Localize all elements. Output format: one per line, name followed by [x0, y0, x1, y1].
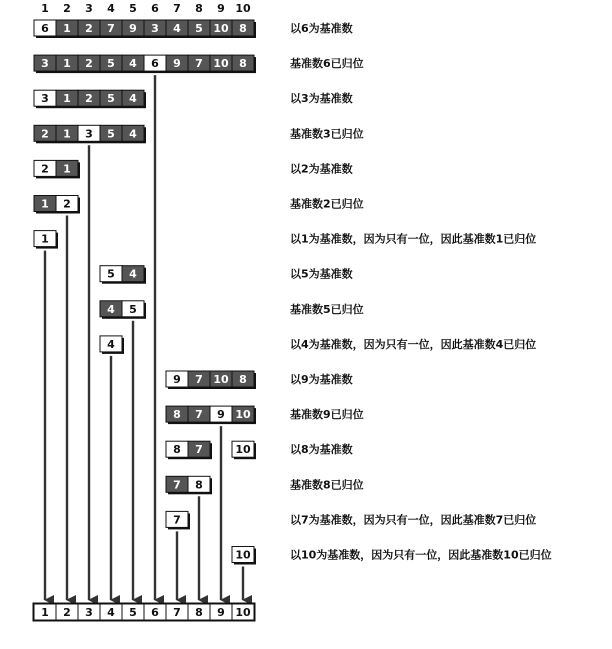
cell-value: 1: [63, 127, 71, 141]
cell-value: 5: [195, 22, 203, 35]
array-cell: [78, 20, 102, 38]
cell-value: 2: [41, 162, 49, 176]
step-row: [100, 266, 353, 284]
column-number: 5: [129, 2, 137, 15]
array-cell: [188, 441, 212, 459]
cell-value: 5: [129, 302, 137, 316]
array-cell: [34, 125, 58, 143]
step-label: 以5为基准数: [290, 267, 353, 281]
cell-value: 5: [107, 57, 115, 71]
column-number: 3: [85, 2, 93, 15]
array-cell: [122, 266, 146, 284]
cell-value: 10: [213, 57, 229, 71]
step-row: [166, 441, 353, 459]
cell-value: 4: [129, 92, 137, 106]
cell-value: 1: [63, 22, 71, 35]
array-cell: [56, 160, 80, 178]
column-number: 10: [235, 2, 251, 15]
cell-value: 1: [41, 197, 49, 211]
column-header: [41, 2, 251, 15]
cell-value: 9: [173, 57, 181, 71]
column-number: 2: [63, 2, 71, 15]
cell-value: 7: [195, 443, 203, 457]
cell-value: 10: [213, 22, 229, 35]
result-cell: [100, 604, 122, 620]
step-label: 以2为基准数: [290, 162, 353, 176]
array-cell: [232, 20, 256, 38]
cell-value: 7: [107, 22, 115, 35]
step-row: [166, 371, 353, 389]
array-cell: [34, 90, 58, 108]
array-cell: [210, 55, 234, 73]
result-cell: [78, 604, 100, 620]
result-cell: [56, 604, 78, 620]
step-label: 基准数8已归位: [290, 478, 364, 492]
array-cell: [232, 55, 256, 73]
array-cell: [56, 90, 80, 108]
step-label: 以7为基准数，因为只有一位，因此基准数7已归位: [290, 513, 537, 527]
cell-value: 7: [195, 373, 203, 386]
column-number: 8: [195, 2, 203, 15]
cell-value: 5: [107, 267, 115, 281]
cell-value: 4: [129, 127, 137, 141]
step-row: [100, 301, 364, 319]
cell-value: 8: [239, 373, 247, 386]
step-label: 基准数5已归位: [290, 302, 364, 316]
array-cell: [232, 441, 256, 459]
column-number: 9: [217, 2, 225, 15]
array-cell: [122, 20, 146, 38]
array-cell: [56, 20, 80, 38]
cell-value: 2: [85, 92, 93, 106]
cell-value: 2: [85, 57, 93, 71]
array-cell: [188, 20, 212, 38]
cell-value: 10: [213, 373, 229, 386]
cell-value: 4: [173, 22, 181, 35]
cell-value: 1: [41, 232, 49, 246]
cell-value: 5: [107, 127, 115, 141]
array-cell: [166, 55, 190, 73]
cell-value: 2: [85, 22, 93, 35]
array-cell: [188, 476, 212, 494]
cell-value: 8: [173, 443, 181, 457]
cell-value: 8: [195, 478, 203, 492]
step-label: 以8为基准数: [290, 443, 353, 457]
result-row: [33, 603, 255, 621]
array-cell: [122, 301, 146, 319]
step-label: 以1为基准数，因为只有一位，因此基准数1已归位: [290, 232, 537, 246]
result-value: 3: [85, 606, 93, 619]
array-cell: [232, 547, 256, 565]
cell-value: 8: [239, 22, 247, 35]
column-number: 7: [173, 2, 181, 15]
array-cell: [188, 406, 212, 424]
cell-value: 3: [85, 127, 93, 141]
array-cell: [232, 371, 256, 389]
step-label: 以4为基准数，因为只有一位，因此基准数4已归位: [290, 337, 537, 351]
array-cell: [210, 20, 234, 38]
array-cell: [78, 55, 102, 73]
cell-value: 7: [173, 513, 181, 527]
step-label: 以3为基准数: [290, 92, 353, 106]
array-cell: [122, 55, 146, 73]
cell-value: 8: [173, 408, 181, 422]
cell-value: 1: [63, 92, 71, 106]
cell-value: 6: [41, 22, 49, 35]
step-label: 基准数2已归位: [290, 197, 364, 211]
cell-value: 7: [195, 408, 203, 422]
cell-value: 6: [151, 57, 159, 71]
cell-value: 4: [129, 267, 137, 281]
array-cell: [100, 336, 124, 354]
column-number: 6: [151, 2, 159, 15]
array-cell: [166, 371, 190, 389]
array-cell: [166, 441, 190, 459]
step-row: [166, 476, 364, 494]
array-cell: [56, 125, 80, 143]
result-value: 4: [107, 606, 115, 619]
array-cell: [122, 125, 146, 143]
step-row: [34, 196, 364, 214]
result-cell: [188, 604, 210, 620]
array-cell: [144, 55, 168, 73]
array-cell: [144, 20, 168, 38]
result-cell: [144, 604, 166, 620]
array-cell: [210, 371, 234, 389]
cell-value: 2: [63, 197, 71, 211]
result-value: 2: [63, 606, 71, 619]
array-cell: [34, 160, 58, 178]
array-cell: [166, 406, 190, 424]
step-label: 以10为基准数，因为只有一位，因此基准数10已归位: [290, 548, 552, 562]
column-number: 4: [107, 2, 115, 15]
step-label: 基准数3已归位: [290, 127, 364, 141]
array-cell: [122, 90, 146, 108]
step-label: 以6为基准数: [290, 22, 353, 35]
array-cell: [78, 90, 102, 108]
cell-value: 3: [41, 92, 49, 106]
result-cell: [122, 604, 144, 620]
cell-value: 7: [173, 478, 181, 492]
array-cell: [34, 196, 58, 214]
result-value: 7: [173, 606, 181, 619]
step-row: [166, 406, 364, 424]
result-value: 6: [151, 606, 159, 619]
cell-value: 4: [107, 302, 115, 316]
array-cell: [100, 266, 124, 284]
step-row: [34, 20, 353, 38]
step-row: [34, 55, 364, 73]
cell-value: 4: [129, 57, 137, 71]
cell-value: 3: [151, 22, 159, 35]
array-cell: [34, 231, 58, 249]
cell-value: 10: [235, 443, 251, 457]
cell-value: 9: [129, 22, 137, 35]
array-cell: [56, 196, 80, 214]
result-cell: [34, 604, 56, 620]
cell-value: 3: [41, 57, 49, 71]
step-label: 以9为基准数: [290, 373, 353, 386]
result-value: 10: [235, 606, 251, 619]
array-cell: [56, 55, 80, 73]
array-cell: [166, 476, 190, 494]
result-value: 1: [41, 606, 49, 619]
result-value: 8: [195, 606, 203, 619]
cell-value: 1: [63, 57, 71, 71]
cell-value: 9: [217, 408, 225, 422]
cell-value: 5: [107, 92, 115, 106]
array-cell: [166, 511, 190, 529]
array-cell: [232, 406, 256, 424]
array-cell: [166, 20, 190, 38]
cell-value: 7: [195, 57, 203, 71]
cell-value: 1: [63, 162, 71, 176]
array-cell: [100, 125, 124, 143]
array-cell: [100, 90, 124, 108]
cell-value: 9: [173, 373, 181, 386]
step-row: [34, 160, 353, 178]
result-value: 5: [129, 606, 137, 619]
step-row: [34, 90, 353, 108]
array-cell: [210, 406, 234, 424]
result-cell: [232, 604, 254, 620]
arrows: [45, 75, 243, 600]
cell-value: 10: [235, 548, 251, 562]
array-cell: [100, 301, 124, 319]
step-row: [232, 547, 552, 565]
cell-value: 8: [239, 57, 247, 71]
array-cell: [34, 55, 58, 73]
step-label: 基准数6已归位: [290, 57, 364, 71]
array-cell: [34, 20, 58, 38]
step-row: [34, 125, 364, 143]
array-cell: [78, 125, 102, 143]
array-cell: [188, 55, 212, 73]
step-row: [34, 231, 536, 249]
column-number: 1: [41, 2, 49, 15]
result-cell: [210, 604, 232, 620]
cell-value: 10: [235, 408, 251, 422]
array-cell: [100, 20, 124, 38]
array-cell: [100, 55, 124, 73]
step-row: [100, 336, 536, 354]
result-cell: [166, 604, 188, 620]
cell-value: 4: [107, 337, 115, 351]
array-cell: [188, 371, 212, 389]
cell-value: 2: [41, 127, 49, 141]
result-value: 9: [217, 606, 225, 619]
step-label: 基准数9已归位: [290, 408, 364, 422]
